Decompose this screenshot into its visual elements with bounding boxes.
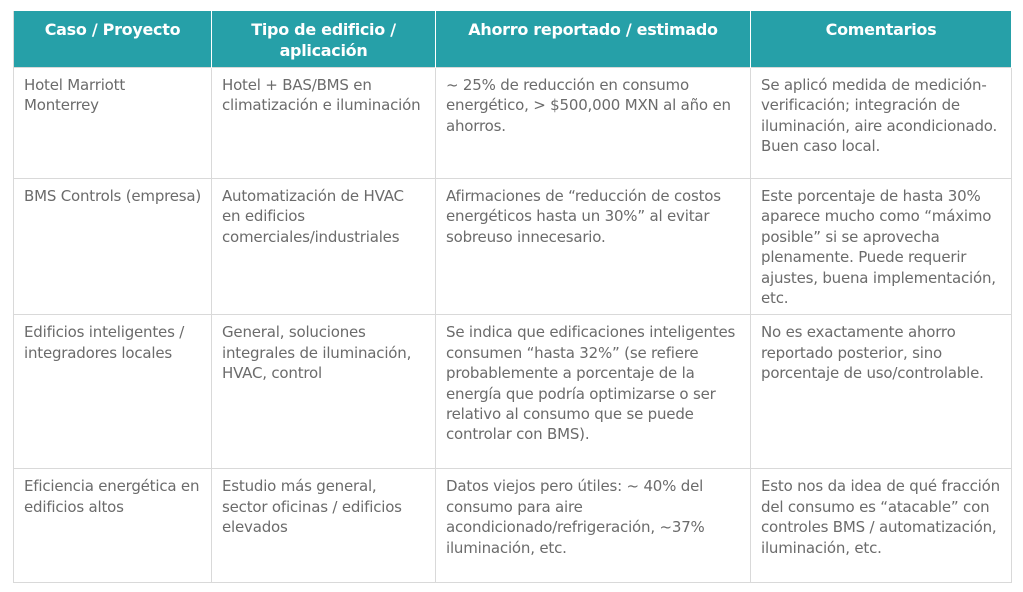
cell-comentarios: No es exactamente ahorro reportado posterior, sino porcentaje de uso/controlable. <box>751 315 1012 469</box>
cell-ahorro: Se indica que edificaciones inteligentes consumen “hasta 32%” (se refiere probablemente a porcentaje de la energía que podría optimizarse o ser relativo al consumo que se puede controlar con BMS). <box>436 315 751 469</box>
table-row <box>14 469 1012 583</box>
header-tipo-edificio: Tipo de edificio / aplicación <box>212 11 436 68</box>
cell-tipo: Automatización de HVAC en edificios comerciales/industriales <box>212 179 436 315</box>
table-row <box>14 68 1012 179</box>
cell-caso: BMS Controls (empresa) <box>14 179 212 315</box>
table-header-row <box>14 11 1012 68</box>
cell-comentarios: Esto nos da idea de qué fracción del consumo es “atacable” con controles BMS / automatización, iluminación, etc. <box>751 469 1012 583</box>
comparison-table <box>13 11 1012 583</box>
table-row <box>14 315 1012 469</box>
cell-tipo: General, soluciones integrales de iluminación, HVAC, control <box>212 315 436 469</box>
cell-caso: Edificios inteligentes / integradores locales <box>14 315 212 469</box>
table-row <box>14 179 1012 315</box>
cell-comentarios: Este porcentaje de hasta 30% aparece mucho como “máximo posible” si se aprovecha plenamente. Puede requerir ajustes, buena implementación, etc. <box>751 179 1012 315</box>
header-caso-proyecto: Caso / Proyecto <box>14 11 212 68</box>
cell-ahorro: Afirmaciones de “reducción de costos energéticos hasta un 30%” al evitar sobreuso innecesario. <box>436 179 751 315</box>
cell-caso: Eficiencia energética en edificios altos <box>14 469 212 583</box>
cell-ahorro: ~ 25% de reducción en consumo energético, > $500,000 MXN al año en ahorros. <box>436 68 751 179</box>
cell-caso: Hotel Marriott Monterrey <box>14 68 212 179</box>
header-ahorro: Ahorro reportado / estimado <box>436 11 751 68</box>
cell-ahorro: Datos viejos pero útiles: ~ 40% del consumo para aire acondicionado/refrigeración, ~37% iluminación, etc. <box>436 469 751 583</box>
cell-comentarios: Se aplicó medida de medición-verificación; integración de iluminación, aire acondicionado. Buen caso local. <box>751 68 1012 179</box>
cell-tipo: Estudio más general, sector oficinas / edificios elevados <box>212 469 436 583</box>
header-comentarios: Comentarios <box>751 11 1012 68</box>
cell-tipo: Hotel + BAS/BMS en climatización e iluminación <box>212 68 436 179</box>
